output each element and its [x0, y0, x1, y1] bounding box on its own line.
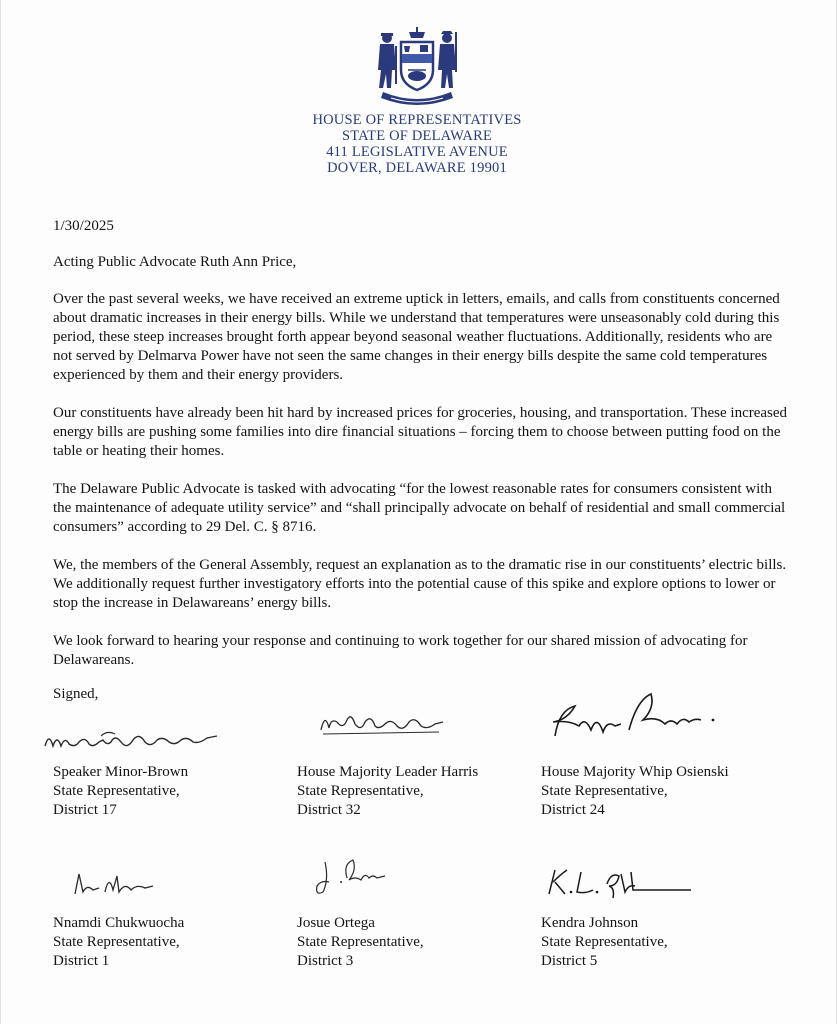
- signature-chukwuocha: [65, 868, 175, 898]
- signatory-name: House Majority Leader Harris: [297, 764, 479, 780]
- signatory-minor-brown: [53, 763, 188, 820]
- signatory-name: Josue Ortega: [297, 915, 375, 931]
- letterhead-state: STATE OF DELAWARE: [341, 128, 493, 144]
- signatory-district: District 24: [541, 802, 605, 818]
- letterhead-chamber: HOUSE OF REPRESENTATIVES: [312, 112, 522, 128]
- body-paragraph-3: The Delaware Public Advocate is tasked with advocating “for the lowest reasonable rates for consumers consistent with the maintenance of adequate utility service” and “shall principally advocate on behalf of residential and small commercial consumers” according to 29 Del. C. § 8716.: [53, 481, 786, 535]
- signatory-title: State Representative,: [297, 783, 424, 799]
- signatory-title: State Representative,: [541, 934, 668, 950]
- letterhead: [201, 112, 633, 176]
- signatory-title: State Representative,: [297, 934, 424, 950]
- delaware-state-seal-icon: [373, 26, 461, 112]
- body-paragraph-2: Our constituents have already been hit hard by increased prices for groceries, housing, and transportation. These increased energy bills are pushing some families into dire financial situations – forcing them to choose between putting food on the table or heating their homes.: [53, 405, 788, 459]
- signatory-district: District 3: [297, 953, 354, 969]
- letterhead-street: 411 LEGISLATIVE AVENUE: [326, 144, 508, 160]
- signatory-title: State Representative,: [541, 783, 668, 799]
- signatory-johnson: [541, 914, 668, 971]
- signatory-district: District 32: [297, 802, 361, 818]
- closing: Signed,: [53, 686, 99, 702]
- signature-osienski: [545, 690, 725, 746]
- signatory-osienski: [541, 763, 729, 820]
- signatory-ortega: [297, 914, 424, 971]
- signature-harris: [317, 708, 447, 740]
- signatory-name: Nnamdi Chukwuocha: [53, 915, 185, 931]
- signatory-name: House Majority Whip Osienski: [541, 764, 729, 780]
- body-paragraph-4: We, the members of the General Assembly, request an explanation as to the dramatic rise in our constituents’ electric bills. We additionally request further investigatory efforts into the potential cause of this spike and explore options to lower or stop the increase in Delawareans’ energy bills.: [53, 557, 787, 611]
- signatory-title: State Representative,: [53, 934, 180, 950]
- salutation: Acting Public Advocate Ruth Ann Price,: [53, 254, 297, 270]
- signatory-title: State Representative,: [53, 783, 180, 799]
- letterhead-city: DOVER, DELAWARE 19901: [327, 160, 507, 176]
- letter-date: 1/30/2025: [53, 218, 114, 234]
- body-paragraph-1: Over the past several weeks, we have received an extreme uptick in letters, emails, and calls from constituents concerned about dramatic increases in their energy bills. While we understand that temperatures were unseasonably cold during this period, these steep increases brought forth appear beyond seasonal weather fluctuations. Additionally, residents who are not served by Delmarva Power have not seen the same changes in their energy bills despite the same cold temperatures experienced by them and their energy providers.: [53, 291, 780, 383]
- signatory-name: Kendra Johnson: [541, 915, 639, 931]
- signatory-district: District 17: [53, 802, 117, 818]
- signatory-harris: [297, 763, 478, 820]
- signature-minor-brown: [41, 722, 221, 756]
- signatory-district: District 5: [541, 953, 598, 969]
- signatory-chukwuocha: [53, 914, 184, 971]
- signature-ortega: [307, 852, 407, 898]
- signatory-name: Speaker Minor-Brown: [53, 764, 189, 780]
- body-paragraph-5: We look forward to hearing your response and continuing to work together for our shared mission of advocating for Delawareans.: [53, 633, 748, 668]
- signature-johnson: [541, 864, 701, 900]
- signatory-district: District 1: [53, 953, 110, 969]
